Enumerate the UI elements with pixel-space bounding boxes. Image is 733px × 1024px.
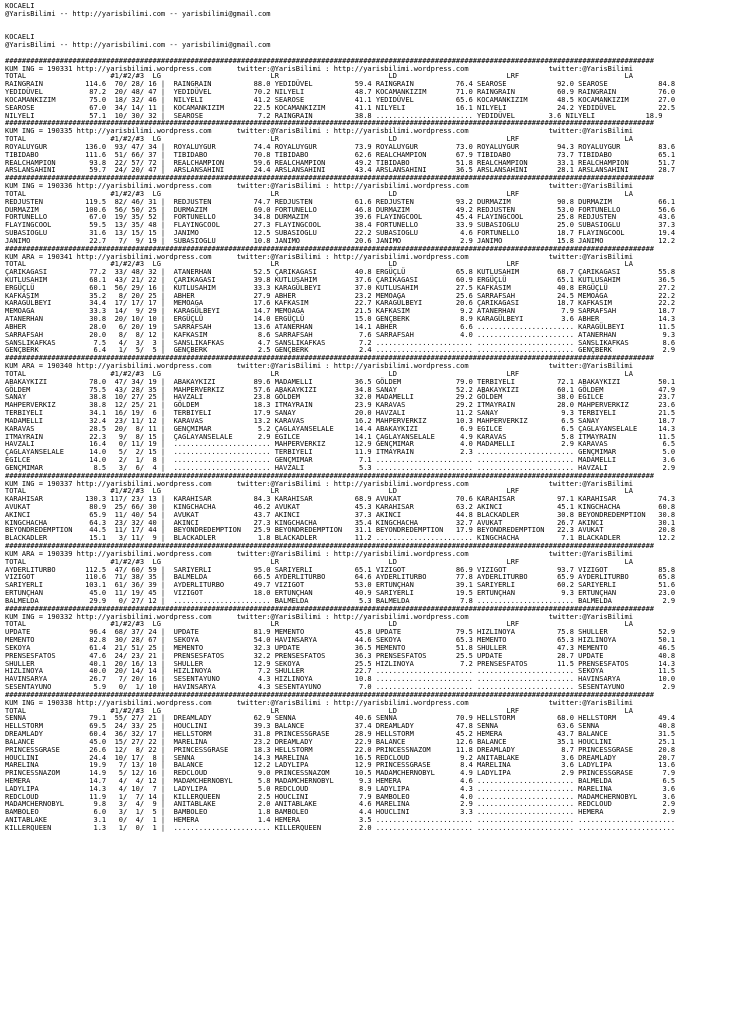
result-row: LADYLIPA 14.3 4/ 10/ 7 | LADYLIPA 5.0 REDCLOUD 8.9 LADYLIPA 4.3 ....................... MARELINA 3.6	[5, 784, 676, 793]
separator-line: ##########################################################################################################################################################	[5, 174, 655, 183]
result-row: ABAKAYKIZI 78.0 47/ 34/ 19 | ABAKAYKIZI 89.6 MADAMELLI 36.5 GÖLDEM 79.0 TERBIYELI 72.1 ABAKAYKIZI 50.1	[5, 377, 676, 386]
result-row: SEAROSE 67.0 34/ 14/ 11 | KOCAMANKIZIM 22.5 KOCAMANKIZIM 41.1 NILYELI 16.1 NILYELI 24.2 YEDIDÜVEL 22.5	[5, 103, 676, 112]
result-row: SEKOYA 61.4 21/ 51/ 25 | MEMENTO 32.3 UPDATE 36.5 MEMENTO 51.8 SHULLER 47.3 MEMENTO 46.5	[5, 643, 676, 652]
result-row: JANIMO 22.7 7/ 9/ 19 | SUBASIOGLU 10.8 JANIMO 20.6 JANIMO 2.9 JANIMO 15.8 JANIMO 12.2	[5, 236, 676, 245]
result-row: UPDATE 96.4 68/ 37/ 24 | UPDATE 81.9 MEMENTO 45.8 UPDATE 79.5 HIZLINOYA 75.8 SHULLER 52.9	[5, 628, 676, 637]
race-header: KUM ING = 190338 http://yarisbilimi.wordpress.com twitter:@YarisBilimi : http://yarisbilimi.wordpress.com twitter:@YarisBilimi	[5, 698, 633, 707]
result-row: GENÇMIMAR 8.5 3/ 6/ 4 | ....................... HAVZALI 5.3 ....................... ....................... HAVZALI 2.9	[5, 463, 676, 472]
result-row: REDJUSTEN 119.5 82/ 46/ 31 | REDJUSTEN 74.7 REDJUSTEN 61.6 REDJUSTEN 93.2 DURMAZIM 90.8 DURMAZIM 66.1	[5, 197, 676, 206]
results-document	[5, 3, 675, 833]
result-row: ITMAYRAIN 22.3 9/ 8/ 15 | ÇAGLAYANSELALE 2.9 EGILCE 14.1 ÇAGLAYANSELALE 4.9 KARAVAS 5.8 ITMAYRAIN 11.5	[5, 432, 676, 441]
result-row: KOCAMANKIZIM 75.0 18/ 32/ 46 | NILYELI 41.2 SEAROSE 41.1 YEDIDÜVEL 65.6 KOCAMANKIZIM 48.5 KOCAMANKIZIM 27.0	[5, 95, 676, 104]
race-header: KUM ING = 190332 http://yarisbilimi.wordpress.com twitter:@YarisBilimi : http://yarisbilimi.wordpress.com twitter:@YarisBilimi	[5, 612, 633, 621]
race-header: KUM ARA = 190340 http://yarisbilimi.wordpress.com twitter:@YarisBilimi : http://yarisbilimi.wordpress.com twitter:@YarisBilimi	[5, 362, 633, 371]
column-header: TOTAL #1/#2/#3 LG LR LD LRF LA	[5, 260, 633, 269]
location-title: KOCAELI	[5, 2, 35, 10]
result-row: SARRAFSAH 20.0 8/ 8/ 12 | KAFKASIM 8.6 SARRAFSAH 7.6 SARRAFSAH 4.0 ....................... ATANERHAN 9.3	[5, 330, 676, 339]
separator-line: ##########################################################################################################################################################	[5, 119, 655, 128]
result-row: HAVZALI 16.4 0/ 11/ 19 | ....................... MAHPERVERKIZ 12.9 GENÇMIMAR 4.0 MADAMELLI 2.9 KARAVAS 6.5	[5, 440, 676, 449]
result-row: ABHER 28.0 6/ 20/ 19 | SARRAFSAH 13.6 ATANERHAN 14.1 ABHER 6.6 ....................... KARAGÜLBEYI 11.5	[5, 322, 676, 331]
location-title: KOCAELI	[5, 33, 35, 42]
result-row: KINGCHACHA 64.3 23/ 32/ 40 | AKINCI 27.3 KINGCHACHA 35.4 KINGCHACHA 32.7 AVUKAT 26.7 AKINCI 30.1	[5, 518, 676, 527]
result-row: ERGÜÇLÜ 60.1 56/ 29/ 16 | KUTLUSAHIM 33.3 KARAGÜLBEYI 37.0 KUTLUSAHIM 27.5 KAFKASIM 40.8 ERGÜÇLÜ 27.2	[5, 283, 676, 292]
result-row: TERBIYELI 34.1 16/ 19/ 6 | TERBIYELI 17.9 SANAY 20.0 HAVZALI 11.2 SANAY 9.3 TERBIYELI 21.5	[5, 409, 676, 418]
result-row: BALMELDA 29.9 0/ 27/ 12 | ....................... BALMELDA 5.3 BALMELDA 7.8 ....................... BALMELDA 2.9	[5, 596, 676, 605]
result-row: AYDERLITURBO 112.5 47/ 60/ 59 | SARIYERLI 95.0 SARIYERLI 65.1 VIZIGOT 86.9 VIZIGOT 93.7 VIZIGOT 85.8	[5, 565, 676, 574]
result-row: HAVINSARYA 26.7 7/ 20/ 16 | SESENTAYUNO 4.3 HIZLINOYA 10.8 ....................... ....................... HAVINSARYA 10.0	[5, 675, 676, 684]
result-row: MADAMELLI 32.4 23/ 11/ 12 | KARAVAS 13.2 KARAVAS 16.2 MAHPERVERKIZ 10.3 MAHPERVERKIZ 6.5 SANAY 18.7	[5, 416, 676, 425]
result-row: GENÇBERK 6.4 1/ 5/ 5 | GENÇBERK 2.5 GENÇBERK 2.4 ....................... ....................... GENÇBERK 2.9	[5, 346, 676, 355]
result-row: BALANCE 45.0 15/ 27/ 22 | MARELINA 23.2 DREAMLADY 22.9 BALANCE 12.6 BALANCE 35.1 HOUCLINI 25.1	[5, 737, 676, 746]
race-header: KUM ING = 190337 http://yarisbilimi.wordpress.com twitter:@YarisBilimi : http://yarisbilimi.wordpress.com twitter:@YarisBilimi	[5, 479, 633, 488]
result-row: AVUKAT 80.9 25/ 66/ 30 | KINGCHACHA 46.2 AVUKAT 45.3 KARAHISAR 63.2 AKINCI 45.1 KINGCHACHA 60.8	[5, 503, 676, 511]
race-header: KUM ING = 190331 http://yarisbilimi.wordpress.com twitter:@YarisBilimi : http://yarisbilimi.wordpress.com twitter:@YarisBilimi	[5, 64, 633, 73]
result-row: ANITABLAKE 3.1 0/ 4/ 1 | HEMERA 1.4 HEMERA 3.5 ....................... ....................... .......................	[5, 816, 676, 825]
separator-line: ##########################################################################################################################################################	[5, 690, 655, 699]
result-row: ERTUNÇHAN 45.0 11/ 19/ 45 | VIZIGOT 18.0 ERTUNÇHAN 40.9 SARIYERLI 19.5 ERTUNÇHAN 9.3 ERTUNÇHAN 23.0	[5, 589, 676, 598]
race-header: KUM ING = 190336 http://yarisbilimi.wordpress.com twitter:@YarisBilimi : http://yarisbilimi.wordpress.com twitter:@YarisBilimi	[5, 182, 633, 191]
result-row: PRENSESFATOS 47.6 24/ 23/ 21 | PRENSESFATOS 32.2 PRENSESFATOS 36.3 PRENSESFATOS 25.5 UPDATE 28.7 UPDATE 40.8	[5, 651, 676, 660]
result-row: FORTUNELLO 67.0 19/ 35/ 52 | FORTUNELLO 34.8 DURMAZIM 39.6 FLAYINGCOOL 45.4 FLAYINGCOOL 25.8 REDJUSTEN 43.6	[5, 213, 676, 222]
column-header: TOTAL #1/#2/#3 LG LR LD LRF LA	[5, 620, 633, 629]
result-row: HEMERA 14.7 4/ 4/ 12 | MADAMCHERNOBYL 5.8 MADAMCHERNOBYL 9.3 HEMERA 4.6 ....................... BALMELDA 6.5	[5, 776, 676, 785]
result-row: ARSLANSAHINI 59.7 24/ 20/ 47 | ARSLANSAHINI 24.4 ARSLANSAHINI 43.4 ARSLANSAHINI 36.5 ARSLANSAHINI 28.1 ARSLANSAHINI 28.7	[5, 166, 676, 175]
result-row: ÇARIKAGASI 77.2 33/ 48/ 32 | ATANERHAN 52.5 ÇARIKAGASI 40.8 ERGÜÇLÜ 65.8 KUTLUSAHIM 68.7 ÇARIKAGASI 55.8	[5, 268, 676, 277]
result-row: SUBASIOGLU 31.6 13/ 15/ 15 | JANIMO 12.5 SUBASIOGLU 22.2 SUBASIOGLU 4.6 FORTUNELLO 18.7 FLAYINGCOOL 19.4	[5, 229, 676, 238]
result-row: HELLSTORM 69.5 24/ 33/ 25 | HOUCLINI 39.3 BALANCE 37.4 DREAMLADY 47.8 SENNA 63.6 SENNA 40.8	[5, 722, 676, 731]
result-row: KILLERQUEEN 1.3 1/ 0/ 1 | ....................... KILLERQUEEN 2.0 ....................... ....................... .......................	[5, 823, 676, 832]
result-row: HIZLINOYA 40.0 20/ 14/ 14 | HIZLINOYA 7.2 SHULLER 22.7 ....................... ....................... SEKOYA 11.5	[5, 667, 676, 676]
result-row: MARELINA 19.9 7/ 13/ 10 | BALANCE 12.2 LADYLIPA 12.9 PRINCESSGRASE 8.4 MARELINA 3.6 LADYLIPA 13.6	[5, 761, 676, 770]
result-row: MEMOAGA 33.3 14/ 9/ 29 | KARAGÜLBEYI 14.7 MEMOAGA 21.5 KAFKASIM 9.2 ATANERHAN 7.9 SARRAFSAH 18.7	[5, 307, 676, 316]
result-row: SANAY 38.8 10/ 27/ 25 | HAVZALI 23.8 GÖLDEM 32.0 MADAMELLI 29.2 GÖLDEM 38.0 EGILCE 23.7	[5, 393, 676, 402]
blank-line	[5, 26, 675, 34]
blank-line	[5, 19, 675, 27]
result-row: KARAVAS 28.5 20/ 8/ 11 | GENÇMIMAR 5.2 ÇAGLAYANSELALE 14.4 ABAKAYKIZI 6.9 EGILCE 6.5 ÇAGLAYANSELALE 14.3	[5, 424, 676, 433]
result-row: BEYONDREDEMPTION 44.5 11/ 17/ 44 | BEYONDREDEMPTION 25.9 BEYONDREDEMPTION 31.1 BEYONDREDEMPTION 17.9 BEYONDREDEMPTION 22.3 AVUKAT 20.8	[5, 526, 676, 535]
column-header: TOTAL #1/#2/#3 LG LR LD LRF LA	[5, 189, 633, 198]
result-row: KARAHISAR 130.3 117/ 23/ 13 | KARAHISAR 84.3 KARAHISAR 68.9 AVUKAT 70.6 KARAHISAR 97.1 KARAHISAR 74.3	[5, 495, 676, 504]
race-header: KUM ARA = 190341 http://yarisbilimi.wordpress.com twitter:@YarisBilimi : http://yarisbilimi.wordpress.com twitter:@YarisBilimi	[5, 252, 633, 261]
column-header: TOTAL #1/#2/#3 LG LR LD LRF LA	[5, 369, 633, 378]
result-row: BLACKADLER 15.1 3/ 11/ 9 | BLACKADLER 1.8 BLACKADLER 11.2 ....................... KINGCHACHA 7.1 BLACKADLER 12.2	[5, 534, 676, 543]
separator-line: ##########################################################################################################################################################	[5, 56, 655, 65]
result-row: REALCHAMPION 93.8 22/ 57/ 72 | REALCHAMPION 59.6 REALCHAMPION 49.2 TIBIDABO 51.8 REALCHAMPION 33.1 REALCHAMPION 51.7	[5, 158, 676, 167]
column-header: TOTAL #1/#2/#3 LG LR LD LRF LA	[5, 557, 633, 566]
result-row: YEDIDÜVEL 87.2 20/ 48/ 47 | YEDIDÜVEL 70.2 NILYELI 48.7 KOCAMANKIZIM 71.0 RAINGRAIN 60.9 RAINGRAIN 76.0	[5, 88, 676, 97]
column-header: TOTAL #1/#2/#3 LG LR LD LRF LA	[5, 135, 633, 144]
result-row: EGILCE 14.0 2/ 1/ 8 | ....................... GENÇMIMAR 7.1 ....................... ....................... MADAMELLI 3.6	[5, 456, 676, 465]
result-row: PRINCESSGRASE 26.6 12/ 8/ 22 | PRINCESSGRASE 18.3 HELLSTORM 22.0 PRINCESSNAZOM 11.8 DREAMLADY 8.7 PRINCESSGRASE 20.8	[5, 745, 676, 754]
contact-line: @YarisBilimi -- http://yarisbilimi.com -- yarisbilimi@gmail.com	[5, 9, 271, 18]
result-row: ROYALUYGUR 136.0 93/ 47/ 34 | ROYALUYGUR 74.4 ROYALUYGUR 73.9 ROYALUYGUR 73.0 ROYALUYGUR 94.3 ROYALUYGUR 83.6	[5, 142, 676, 151]
separator-line: ##########################################################################################################################################################	[5, 471, 655, 480]
result-row: AKINCI 65.9 11/ 40/ 54 | AVUKAT 43.7 AKINCI 37.3 AKINCI 44.8 BLACKADLER 30.8 BEYONDREDEMPTION 30.8	[5, 510, 676, 519]
separator-line: ##########################################################################################################################################################	[5, 604, 655, 613]
result-row: MADAMCHERNOBYL 9.8 3/ 4/ 9 | ANITABLAKE 2.0 ANITABLAKE 4.6 MARELINA 2.9 ....................... REDCLOUD 2.9	[5, 800, 676, 809]
separator-line: ##########################################################################################################################################################	[5, 542, 655, 551]
result-row: SENNA 79.1 55/ 27/ 21 | DREAMLADY 62.9 SENNA 40.6 SENNA 70.9 HELLSTORM 68.0 HELLSTORM 49.4	[5, 714, 676, 723]
contact-line: @YarisBilimi -- http://yarisbilimi.com -- yarisbilimi@gmail.com	[5, 41, 271, 50]
result-row: MAHPERVERKIZ 38.8 12/ 25/ 21 | GÖLDEM 18.3 ITMAYRAIN 23.9 KARAVAS 29.2 ITMAYRAIN 28.0 MAHPERVERKIZ 23.6	[5, 401, 676, 410]
separator-line: ##########################################################################################################################################################	[5, 354, 655, 363]
result-row: FLAYINGCOOL 59.5 13/ 35/ 48 | FLAYINGCOOL 27.3 FLAYINGCOOL 38.4 FORTUNELLO 33.9 SUBASIOGLU 25.0 SUBASIOGLU 37.3	[5, 221, 676, 230]
race-header: KUM ARA = 190339 http://yarisbilimi.wordpress.com twitter:@YarisBilimi : http://yarisbilimi.wordpress.com twitter:@YarisBilimi	[5, 549, 633, 558]
result-row: KARAGÜLBEYI 34.4 17/ 17/ 17 | MEMOAGA 17.6 KAFKASIM 22.7 KARAGÜLBEYI 20.6 ÇARIKAGASI 18.7 KAFKASIM 22.2	[5, 299, 676, 308]
result-row: ÇAGLAYANSELALE 14.0 5/ 2/ 15 | ....................... TERBIYELI 11.9 ITMAYRAIN 2.3 ....................... GENÇMIMAR 5.0	[5, 448, 676, 457]
result-row: DREAMLADY 60.4 36/ 32/ 17 | HELLSTORM 31.8 PRINCESSGRASE 28.9 HELLSTORM 45.2 HEMERA 43.7 BALANCE 31.5	[5, 730, 676, 739]
result-row: NILYELI 57.1 10/ 30/ 32 | SEAROSE 7.2 RAINGRAIN 38.8 ....................... YEDIDÜVEL 3.6 NILYELI 18.9	[5, 111, 663, 120]
result-row: KAFKASIM 35.2 8/ 20/ 25 | ABHER 27.9 ABHER 23.2 MEMOAGA 25.6 SARRAFSAH 24.5 MEMOAGA 22.2	[5, 291, 676, 300]
result-row: DURMAZIM 100.6 56/ 50/ 25 | DURMAZIM 69.0 FORTUNELLO 46.8 DURMAZIM 49.2 REDJUSTEN 53.0 FORTUNELLO 56.6	[5, 205, 676, 214]
result-row: TIBIDABO 111.6 51/ 66/ 37 | TIBIDABO 70.8 TIBIDABO 62.6 REALCHAMPION 67.9 TIBIDABO 73.7 TIBIDABO 65.1	[5, 150, 676, 159]
race-header: KUM ING = 190335 http://yarisbilimi.wordpress.com twitter:@YarisBilimi : http://yarisbilimi.wordpress.com twitter:@YarisBilimi	[5, 127, 633, 136]
result-row: MEMENTO 82.8 30/ 28/ 67 | SEKOYA 54.0 HAVINSARYA 44.6 SEKOYA 65.3 MEMENTO 65.3 HIZLINOYA 50.1	[5, 636, 676, 645]
result-row: SARIYERLI 103.1 61/ 36/ 39 | AYDERLITURBO 49.7 VIZIGOT 53.0 ERTUNÇHAN 39.1 SARIYERLI 60.2 SARIYERLI 51.6	[5, 581, 676, 590]
result-row: REDCLOUD 11.9 1/ 7/ 14 | KILLERQUEEN 2.5 HOUCLINI 7.9 BAMBOLEO 4.0 ....................... MADAMCHERNOBYL 3.6	[5, 792, 676, 801]
column-header: TOTAL #1/#2/#3 LG LR LD LRF LA	[5, 487, 633, 496]
result-row: GÖLDEM 75.5 43/ 28/ 35 | MAHPERVERKIZ 57.6 ABAKAYKIZI 34.8 SANAY 52.2 ABAKAYKIZI 60.1 GÖLDEM 47.9	[5, 385, 676, 394]
result-row: SHULLER 40.1 20/ 16/ 13 | SHULLER 12.9 SEKOYA 25.5 HIZLINOYA 7.2 PRENSESFATOS 11.5 PRENSESFATOS 14.3	[5, 659, 676, 668]
result-row: VIZIGOT 110.6 71/ 38/ 35 | BALMELDA 66.5 AYDERLITURBO 64.6 AYDERLITURBO 77.8 AYDERLITURBO 65.9 AYDERLITURBO 65.8	[5, 573, 676, 582]
column-header: TOTAL #1/#2/#3 LG LR LD LRF LA	[5, 72, 633, 81]
result-row: KUTLUSAHIM 68.1 43/ 21/ 22 | ÇARIKAGASI 39.8 KUTLUSAHIM 37.6 ÇARIKAGASI 60.9 ERGÜÇLÜ 65.1 KUTLUSAHIM 36.5	[5, 275, 676, 284]
result-row: HOUCLINI 24.4 10/ 17/ 8 | SENNA 14.3 MARELINA 16.5 REDCLOUD 9.2 ANITABLAKE 3.6 DREAMLADY 20.7	[5, 753, 676, 762]
result-row: BAMBOLEO 6.0 3/ 1/ 5 | BAMBOLEO 1.8 BAMBOLEO 4.4 HOUCLINI 3.3 ....................... HEMERA 2.9	[5, 808, 676, 817]
result-row: RAINGRAIN 114.6 70/ 28/ 16 | RAINGRAIN 88.0 YEDIDÜVEL 59.4 RAINGRAIN 76.4 SEAROSE 92.0 SEAROSE 84.8	[5, 80, 676, 89]
result-row: SESENTAYUNO 5.9 0/ 1/ 10 | HAVINSARYA 4.3 SESENTAYUNO 7.0 ....................... ....................... SESENTAYUNO 2.9	[5, 683, 676, 692]
result-row: SANSLIKAFKAS 7.5 4/ 3/ 3 | SANSLIKAFKAS 4.7 SANSLIKAFKAS 7.2 ....................... ....................... SANSLIKAFKAS 8.6	[5, 338, 676, 347]
separator-line: ##########################################################################################################################################################	[5, 244, 655, 253]
result-row: PRINCESSNAZOM 14.9 5/ 12/ 16 | REDCLOUD 9.0 PRINCESSNAZOM 10.5 MADAMCHERNOBYL 4.9 LADYLIPA 2.9 PRINCESSGRASE 7.9	[5, 769, 676, 778]
result-row: ATANERHAN 30.8 20/ 10/ 10 | ERGÜÇLÜ 14.0 ERGÜÇLÜ 15.0 GENÇBERK 8.9 KARAGÜLBEYI 3.6 ABHER 14.3	[5, 315, 676, 324]
column-header: TOTAL #1/#2/#3 LG LR LD LRF LA	[5, 706, 633, 715]
